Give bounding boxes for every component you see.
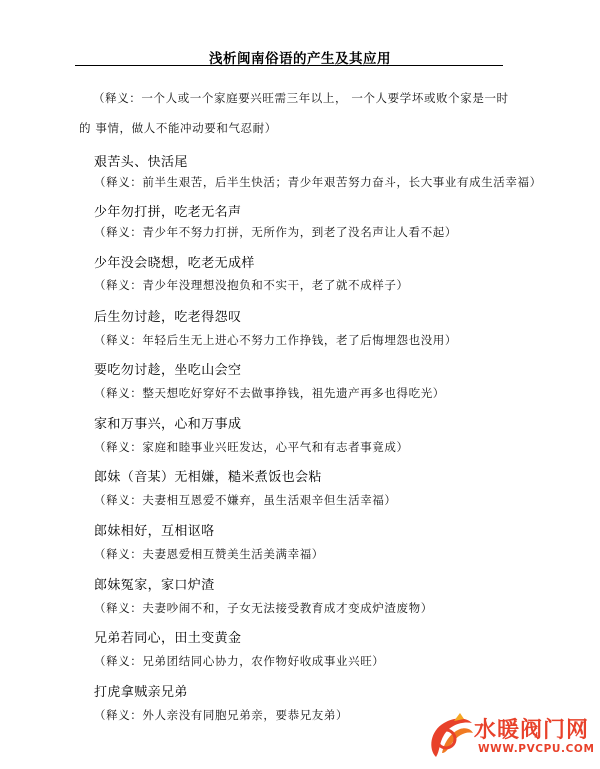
proverb-line: 后生勿讨趁，吃老得怨叹 [94, 310, 242, 325]
watermark-logo [426, 709, 596, 765]
explanation-line: （释义：外人亲没有同胞兄弟亲，要恭兄友弟） [94, 708, 349, 722]
explanation-line: （释义：年轻后生无上进心不努力工作挣钱，老了后悔埋怨也没用） [94, 333, 457, 347]
proverb-line: 少年勿打拼，吃老无名声 [94, 205, 242, 220]
proverb-line: 家和万事兴，心和万事成 [94, 417, 242, 432]
proverb-line: 艰苦头、快活尾 [94, 155, 188, 170]
explanation-line: （释义：兄弟团结同心协力，农作物好收成事业兴旺） [94, 654, 385, 668]
proverb-line: 少年没会晓想，吃老无成样 [94, 256, 255, 271]
brand-badge-icon [426, 709, 476, 761]
proverb-line: 郎妹相好，互相讴咯 [94, 524, 215, 539]
proverb-line: 郎妹（音某）无相嫌，糙米煮饭也会粘 [94, 470, 322, 485]
proverb-line: 打虎拿贼亲兄弟 [94, 685, 188, 700]
proverb-line: 兄弟若同心，田土变黄金 [94, 631, 242, 646]
explanation-line: （释义：青少年没理想没抱负和不实干，老了就不成样子） [94, 278, 409, 292]
proverb-line: 要吃勿讨趁，坐吃山会空 [94, 363, 242, 378]
watermark-brand-text: 水暖阀门网 [474, 718, 590, 743]
watermark-url-text: WWW.PVCPU.COM [478, 743, 595, 755]
explanation-line: 的 事情，做人不能冲动要和气忍耐） [79, 121, 277, 135]
explanation-line: （释义：整天想吃好穿好不去做事挣钱，祖先遗产再多也得吃光） [94, 386, 445, 400]
proverb-line: 郎妹冤家，家口炉渣 [94, 578, 215, 593]
explanation-line: （释义：前半生艰苦，后半生快活；青少年艰苦努力奋斗，长大事业有成生活幸福） [94, 175, 542, 189]
explanation-line: （释义：夫妻恩爱相互赞美生活美满幸福） [94, 547, 324, 561]
explanation-line: （释义：家庭和睦事业兴旺发达，心平气和有志者事竟成） [94, 440, 409, 454]
explanation-line: （释义：夫妻相互恩爱不嫌弃，虽生活艰辛但生活幸福） [94, 493, 397, 507]
explanation-line: （释义：夫妻吵闹不和，子女无法接受教育成才变成炉渣废物） [94, 601, 433, 615]
explanation-line: （释义：一个人或一个家庭要兴旺需三年以上， 一个人要学坏或败个家是一时 [93, 91, 509, 105]
explanation-line: （释义：青少年不努力打拼，无所作为，到老了没名声让人看不起） [94, 225, 457, 239]
title-underline [75, 65, 503, 66]
document-title: 浅析闽南俗语的产生及其应用 [209, 51, 391, 67]
